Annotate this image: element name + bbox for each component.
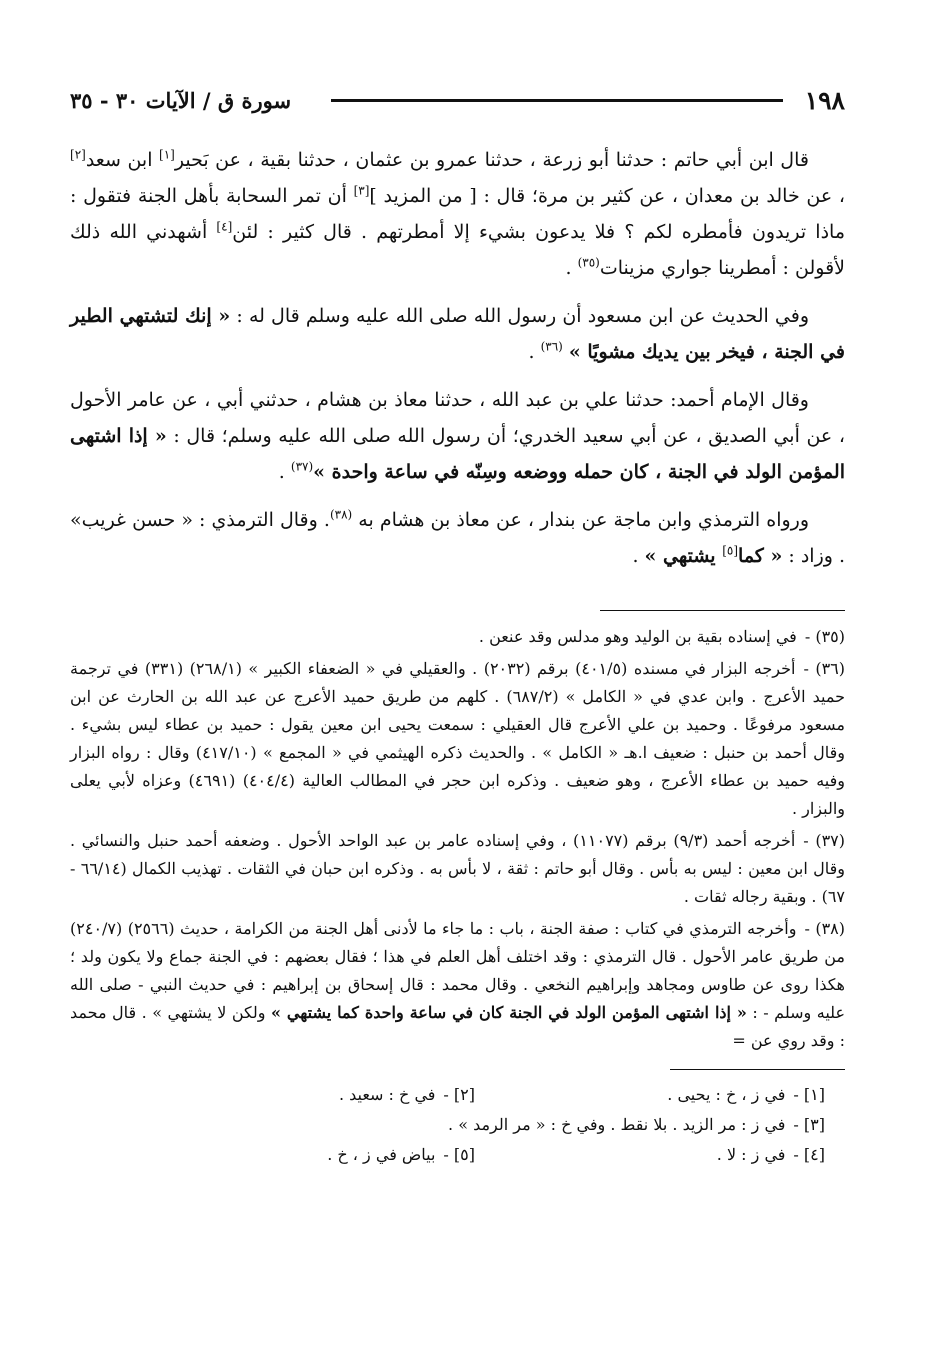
note-reference: [٤] xyxy=(216,219,233,234)
paragraph xyxy=(70,142,845,286)
text-run: وقال الإمام أحمد: حدثنا علي بن عبد الله ، حدثنا معاذ بن هشام ، حدثني أبي ، عن عامر الأحول ، عن أبي الصديق ، عن أبي سعيد الخدري؛ أن رسول الله صلى الله عليه وسلم؛ قال : xyxy=(70,389,845,447)
variant-note xyxy=(125,1110,825,1140)
variant-note-number: [٤] - xyxy=(793,1145,825,1164)
variant-notes xyxy=(125,1080,825,1170)
book-page xyxy=(70,80,845,1170)
text-run: ورواه الترمذي وابن ماجة عن بندار ، عن معاذ بن هشام به xyxy=(352,509,810,531)
hadith-quote: « إذا اشتهى المؤمن الولد في الجنة كان في ساعة واحدة كما يشتهي » xyxy=(270,1003,747,1022)
text-run: قال ابن أبي حاتم : حدثنا أبو زرعة ، حدثنا عمرو بن عثمان ، حدثنا بقية ، عن بَحير xyxy=(174,149,809,171)
footnote-divider xyxy=(600,610,845,611)
running-title: سورة ق / الآيات ٣٠ - ٣٥ xyxy=(70,87,292,113)
variant-note-number: [٥] - xyxy=(443,1145,475,1164)
paragraph xyxy=(70,502,845,574)
text-run: . وقال الترمذي : « حسن غريب» . وزاد : xyxy=(70,509,845,567)
footnote-number: (٣٨) - xyxy=(804,919,845,938)
note-reference: (٣٦) xyxy=(540,339,563,354)
variant-note-number: [٣] - xyxy=(793,1115,825,1134)
text-run: أن تمر السحابة بأهل الجنة فتقول : ماذا تريدون فأمطره لكم ؟ فلا يدعون بشيء إلا أمطرتهم . قال كثير : لئن xyxy=(70,185,845,243)
variant-note-row xyxy=(125,1080,825,1110)
variant-note-row xyxy=(125,1110,825,1140)
variant-note-text: بياض في ز ، خ . xyxy=(327,1145,436,1164)
note-reference: [١] xyxy=(159,147,175,162)
text-run: أشهدني الله ذلك لأقولن : أمطرينا جواري مزينات xyxy=(70,221,845,279)
variant-note xyxy=(125,1080,475,1110)
text-run: . xyxy=(632,545,645,567)
footnote xyxy=(70,623,845,651)
variant-notes-divider xyxy=(670,1069,845,1070)
hadith-quote: يشتهي » xyxy=(644,545,723,567)
text-run: ، عن خالد بن معدان ، عن كثير بن مرة؛ قال : [ من المزيد ] xyxy=(369,185,846,207)
text-run: ابن سعد xyxy=(85,149,160,171)
text-run: أخرجه البزار في مسنده (٤٠١/٥) برقم (٢٠٣٢) . والعقيلي في « الضعفاء الكبير » (٢٦٨/١) (٣٣١) في ترجمة حميد الأعرج . وابن عدي في « الكامل » (٦٨٧/٢) . كلهم من طريق حميد الأعرج عن عبد الله بن الحارث عن ابن مسعود مرفوعًا . وحميد بن علي الأعرج قال العقيلي : سمعت يحيى ابن معين يقول : حميد بن عطاء ليس بشيء . وقال أحمد بن حنبل : ضعيف ا.هـ « الكامل » . والحديث ذكره الهيثمي في « المجمع » (٤١٧/١٠) وقال : رواه البزار وفيه حميد بن عطاء الأعرج ، وهو ضعيف . وذكره ابن حجر في المطالب العالية (٤٠٤/٤) (٤٦٩١) وعزاه لأبي يعلى والبزار . xyxy=(70,659,846,818)
paragraph xyxy=(70,382,845,490)
hadith-quote: « إذا اشتهى المؤمن الولد في الجنة ، كان حمله ووضعه وسِنّه في ساعة واحدة » xyxy=(70,425,845,483)
variant-note-text: في ز : مر الزيد . بلا نقط . وفي خ : « مر الرمد » . xyxy=(448,1115,786,1134)
variant-note-text: في ز ، خ : يحيى . xyxy=(667,1085,786,1104)
note-reference: (٣٥) xyxy=(577,255,600,270)
text-run: . xyxy=(278,461,291,483)
variant-note-row xyxy=(125,1140,825,1170)
text-run: وأخرجه الترمذي في كتاب : صفة الجنة ، باب : ما جاء ما لأدنى أهل الجنة من الكرامة ، حديث (٢٥٦٦) (٢٤٠/٧) من طريق عامر الأحول . قال الترمذي : وقد اختلف أهل العلم في هذا ؛ فقال بعضهم : في الجنة جماع ولا يكون ولد ؛ هكذا روى عن طاوس ومجاهد وإبراهيم النخعي . وقال محمد : قال إسحاق بن إبراهيم : في حديث النبي - صلى الله عليه وسلم - : xyxy=(70,919,845,1022)
footnote xyxy=(70,915,845,1055)
footnote-number: (٣٥) - xyxy=(804,627,845,646)
text-run: أخرجه أحمد (٩/٣) برقم (١١٠٧٧) ، وفي إسناده عامر بن عبد الواحد الأحول . وضعفه أحمد حنبل والنسائي . وقال ابن معين : ليس به بأس . وقال أبو حاتم : ثقة ، لا بأس به . وذكره ابن حبان في الثقات . تهذيب الكمال (٦٦/١٤ - ٦٧) . وبقية رجاله ثقات . xyxy=(70,831,846,906)
footnote-number: (٣٧) - xyxy=(803,831,845,850)
variant-note xyxy=(475,1140,825,1170)
note-reference: [٣] xyxy=(353,183,370,198)
page-number: ١٩٨ xyxy=(804,85,845,115)
text-run: في إسناده بقية بن الوليد وهو مدلس وقد عنعن . xyxy=(478,627,797,646)
note-reference: [٥] xyxy=(722,543,739,558)
hadith-quote: « كما xyxy=(738,545,783,567)
main-text xyxy=(70,142,845,574)
variant-note-number: [١] - xyxy=(793,1085,825,1104)
hadith-quote: « إنك لتشتهي الطير في الجنة ، فيخر بين يديك مشويًا » xyxy=(70,305,845,363)
paragraph xyxy=(70,298,845,370)
variant-note-text: في ز : لا . xyxy=(716,1145,786,1164)
footnote xyxy=(70,655,845,823)
variant-note-text: في خ : سعيد . xyxy=(338,1085,436,1104)
footnote-number: (٣٦) - xyxy=(803,659,846,678)
text-run: ولكن لا يشتهي » . قال محمد : وقد روي عن = xyxy=(70,1003,845,1050)
variant-note xyxy=(475,1080,825,1110)
text-run: . xyxy=(565,257,578,279)
header-rule xyxy=(331,99,783,102)
note-reference: [٢] xyxy=(70,147,86,162)
note-reference: (٣٧) xyxy=(290,459,314,474)
note-reference: (٣٨) xyxy=(329,507,353,522)
page-header xyxy=(70,80,845,120)
text-run: وفي الحديث عن ابن مسعود أن رسول الله صلى الله عليه وسلم قال له : xyxy=(230,305,809,327)
text-run: . xyxy=(528,341,541,363)
footnote xyxy=(70,827,845,911)
footnotes xyxy=(70,623,845,1055)
variant-note-number: [٢] - xyxy=(443,1085,475,1104)
variant-note xyxy=(125,1140,475,1170)
